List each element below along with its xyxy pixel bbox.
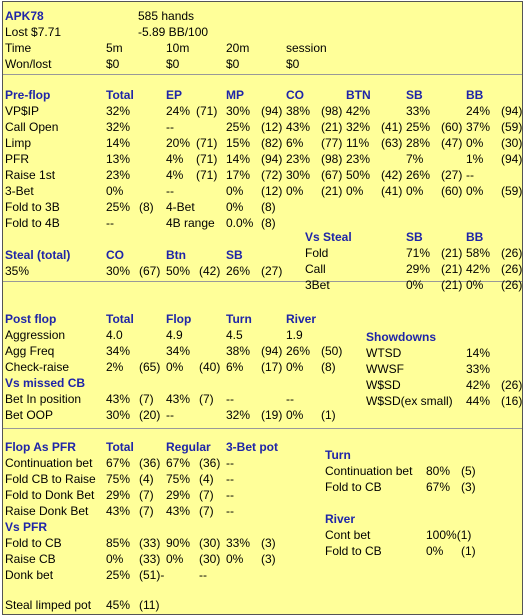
stat-value: 43% xyxy=(106,504,131,518)
stat-value: 6% xyxy=(286,136,304,150)
stat-value: 34% xyxy=(166,344,191,358)
column-header: CO xyxy=(106,248,124,262)
stat-value: (71) xyxy=(196,104,218,118)
stat-value: (41) xyxy=(381,120,403,134)
stat-value: 32% xyxy=(226,408,251,422)
stat-value: (77) xyxy=(321,136,343,150)
stat-value: 24% xyxy=(166,104,191,118)
stat-value: 29% xyxy=(166,488,191,502)
stat-value: -- xyxy=(226,504,234,518)
stat-value: (47) xyxy=(441,136,463,150)
stat-value: (30) xyxy=(501,136,523,150)
stat-label: Raise CB xyxy=(5,552,56,566)
stat-label: 3Bet xyxy=(305,278,330,292)
stat-value: (26) xyxy=(501,262,523,276)
stat-value: (21) xyxy=(321,120,343,134)
stat-value: (51)- xyxy=(139,568,165,582)
stat-value: 0% xyxy=(406,184,424,198)
stat-value: (36) xyxy=(199,456,221,470)
stat-value: (67) xyxy=(321,168,343,182)
stat-value: (98) xyxy=(321,104,343,118)
stat-label: Continuation bet xyxy=(5,456,93,470)
section-title: Vs missed CB xyxy=(5,376,86,390)
stat-value: (30) xyxy=(199,552,221,566)
stat-value: (17) xyxy=(261,360,283,374)
stat-value: (12) xyxy=(261,184,283,198)
stat-value: (71) xyxy=(196,136,218,150)
stat-label: Call Open xyxy=(5,120,59,134)
section-title: Flop As PFR xyxy=(5,440,76,454)
stat-value: (36) xyxy=(139,456,161,470)
stat-value: 4% xyxy=(166,168,184,182)
stat-label: Aggression xyxy=(5,328,66,342)
stat-value: 30% xyxy=(106,264,131,278)
stat-value: (12) xyxy=(261,120,283,134)
column-header: 3-Bet pot xyxy=(226,440,278,454)
stat-value: 4.5 xyxy=(226,328,243,342)
stat-value: -- xyxy=(226,472,234,486)
stat-value: 29% xyxy=(406,262,431,276)
stat-value: (50) xyxy=(321,344,343,358)
stat-label: Won/lost xyxy=(5,57,52,71)
stat-value: (94) xyxy=(261,152,283,166)
stat-value: 67% xyxy=(426,480,451,494)
stat-value: 37% xyxy=(466,120,491,134)
stat-value: 28% xyxy=(406,136,431,150)
stat-value: $0 xyxy=(226,57,240,71)
stat-value: 26% xyxy=(286,344,311,358)
column-header: SB xyxy=(406,230,423,244)
stat-value: (16) xyxy=(501,394,523,408)
separator xyxy=(3,428,522,429)
stat-value: 10m xyxy=(166,41,190,55)
player-stats-panel xyxy=(2,1,523,615)
stat-value: 4% xyxy=(166,152,184,166)
stat-value: 0% xyxy=(226,184,244,198)
stat-value: (8) xyxy=(139,200,154,214)
section-title: Vs PFR xyxy=(5,520,48,534)
stat-label: Bet In position xyxy=(5,392,82,406)
stat-value: 43% xyxy=(106,392,131,406)
stat-value: (3) xyxy=(261,536,276,550)
stat-value: (71) xyxy=(196,152,218,166)
stat-value: 0% xyxy=(166,360,184,374)
stat-value: (7) xyxy=(199,504,214,518)
stat-value: 33% xyxy=(406,104,431,118)
column-header: Total xyxy=(106,88,134,102)
stat-label: Fold to CB xyxy=(5,536,62,550)
stat-value: (21) xyxy=(441,278,463,292)
stat-value: session xyxy=(286,41,327,55)
stat-label: Fold to Donk Bet xyxy=(5,488,95,502)
stat-label: Agg Freq xyxy=(5,344,55,358)
stat-value: (21) xyxy=(321,184,343,198)
stat-value: 0% xyxy=(466,136,484,150)
stat-value: (7) xyxy=(199,392,214,406)
stat-value: 45% xyxy=(106,598,131,612)
stat-value: 0% xyxy=(286,184,304,198)
stat-value: 42% xyxy=(346,104,371,118)
stat-label: APK78 xyxy=(5,9,44,23)
stat-value: (21) xyxy=(441,246,463,260)
stat-value: 14% xyxy=(226,152,251,166)
column-header: Total xyxy=(106,312,134,326)
stat-value: 5m xyxy=(106,41,123,55)
stat-value: 32% xyxy=(106,104,131,118)
stat-value: 14% xyxy=(106,136,131,150)
section-title: Showdowns xyxy=(366,330,436,344)
separator xyxy=(3,74,522,75)
stat-value: 15% xyxy=(226,136,251,150)
stat-value: 1% xyxy=(466,152,484,166)
stat-label: WWSF xyxy=(366,362,404,376)
stat-value: (42) xyxy=(199,264,221,278)
stat-value: 6% xyxy=(226,360,244,374)
stat-value: 4B range xyxy=(166,216,215,230)
stat-label: Lost $7.71 xyxy=(5,25,62,39)
stat-label: Raise Donk Bet xyxy=(5,504,89,518)
stat-value: -- xyxy=(286,392,294,406)
stat-label: VP$IP xyxy=(5,104,40,118)
stat-value: -- xyxy=(106,216,114,230)
stat-value: 25% xyxy=(406,120,431,134)
stat-value: (3) xyxy=(261,552,276,566)
stat-value: (42) xyxy=(381,168,403,182)
stat-label: 3-Bet xyxy=(5,184,34,198)
column-header: BTN xyxy=(346,88,371,102)
section-title: Steal (total) xyxy=(5,248,71,262)
stat-value: (11) xyxy=(139,598,160,612)
stat-value: 38% xyxy=(226,344,251,358)
stat-label: PFR xyxy=(5,152,29,166)
stat-value: (20) xyxy=(139,408,161,422)
stat-value: (30) xyxy=(199,536,221,550)
stat-value: (41) xyxy=(381,184,403,198)
stat-value: (8) xyxy=(261,216,276,230)
stat-label: Steal limped pot xyxy=(5,598,92,612)
stat-value: 29% xyxy=(106,488,131,502)
stat-value: 30% xyxy=(106,408,131,422)
stat-label: W$SD xyxy=(366,378,401,392)
stat-value: 80% xyxy=(426,464,451,478)
stat-value: 25% xyxy=(106,568,131,582)
stat-value: 32% xyxy=(106,120,131,134)
stat-value: 42% xyxy=(466,378,491,392)
stat-value: 4.0 xyxy=(106,328,123,342)
stat-value: (71) xyxy=(196,168,218,182)
column-header: Turn xyxy=(226,312,252,326)
stat-value: (94) xyxy=(261,344,283,358)
stat-value: 32% xyxy=(346,120,371,134)
stat-value: (33) xyxy=(139,552,161,566)
stat-value: 67% xyxy=(106,456,131,470)
stat-value: -- xyxy=(199,568,207,582)
stat-value: 38% xyxy=(286,104,311,118)
stat-value: 20% xyxy=(166,136,191,150)
stat-value: 26% xyxy=(226,264,251,278)
stat-value: 43% xyxy=(286,120,311,134)
stat-label: Fold to 3B xyxy=(5,200,60,214)
stat-value: 44% xyxy=(466,394,491,408)
stat-value: -- xyxy=(166,184,174,198)
stat-value: $0 xyxy=(106,57,120,71)
stat-value: 0% xyxy=(286,408,304,422)
stat-value: 0% xyxy=(466,184,484,198)
stat-value: 90% xyxy=(166,536,191,550)
stat-value: (7) xyxy=(139,392,154,406)
stat-value: (4) xyxy=(199,472,214,486)
stat-value: 585 hands xyxy=(138,9,195,23)
stat-value: (21) xyxy=(441,262,463,276)
stat-value: 30% xyxy=(226,104,251,118)
stat-value: 33% xyxy=(226,536,251,550)
stat-value: 24% xyxy=(466,104,491,118)
stat-value: 33% xyxy=(466,362,491,376)
stat-label: Check-raise xyxy=(5,360,70,374)
stat-value: (59) xyxy=(501,184,523,198)
stat-value: (26) xyxy=(501,246,523,260)
stat-value: 35% xyxy=(5,264,30,278)
stat-label: Continuation bet xyxy=(325,464,413,478)
stat-value: 25% xyxy=(226,120,251,134)
stat-value: (67) xyxy=(139,264,161,278)
stat-value: (94) xyxy=(501,104,523,118)
stat-value: (1) xyxy=(461,544,476,558)
column-header: Regular xyxy=(166,440,211,454)
stat-value: 75% xyxy=(166,472,191,486)
stat-value: 7% xyxy=(406,152,424,166)
stat-value: 75% xyxy=(106,472,131,486)
stat-value: 4.9 xyxy=(166,328,183,342)
stat-value: 0% xyxy=(106,184,124,198)
stat-label: Fold to CB xyxy=(325,480,382,494)
stat-value: 58% xyxy=(466,246,491,260)
stat-value: (26) xyxy=(501,378,523,392)
stat-value: 26% xyxy=(406,168,431,182)
stat-value: (7) xyxy=(199,488,214,502)
stat-value: 4-Bet xyxy=(166,200,195,214)
stat-value: 14% xyxy=(466,346,491,360)
stat-label: Fold to CB xyxy=(325,544,382,558)
stat-value: -5.89 BB/100 xyxy=(138,25,209,39)
stat-value: 0.0% xyxy=(226,216,254,230)
stat-value: (3) xyxy=(461,480,476,494)
stat-value: (27) xyxy=(441,168,463,182)
stat-value: 2% xyxy=(106,360,124,374)
stat-label: Call xyxy=(305,262,326,276)
stat-value: 0% xyxy=(106,552,124,566)
stat-value: 0% xyxy=(406,278,424,292)
section-title: River xyxy=(325,512,356,526)
stat-label: Fold CB to Raise xyxy=(5,472,96,486)
stat-value: 17% xyxy=(226,168,251,182)
stat-value: (98) xyxy=(321,152,343,166)
stat-value: -- xyxy=(226,456,234,470)
stat-value: (7) xyxy=(139,488,154,502)
stat-value: 42% xyxy=(466,262,491,276)
stat-value: (60) xyxy=(441,184,463,198)
column-header: MP xyxy=(226,88,244,102)
stat-label: Fold xyxy=(305,246,329,260)
stat-label: W$SD(ex small) xyxy=(366,394,453,408)
column-header: SB xyxy=(226,248,243,262)
stat-value: 34% xyxy=(106,344,131,358)
stat-value: $0 xyxy=(286,57,300,71)
stat-value: (7) xyxy=(139,504,154,518)
stat-value: 0% xyxy=(346,184,364,198)
stat-value: 13% xyxy=(106,152,131,166)
stat-value: (26) xyxy=(501,278,523,292)
stat-value: (40) xyxy=(199,360,221,374)
stat-label: Raise 1st xyxy=(5,168,56,182)
stat-value: (63) xyxy=(381,136,403,150)
stat-value: (60) xyxy=(441,120,463,134)
column-header: CO xyxy=(286,88,304,102)
stat-value: -- xyxy=(166,408,174,422)
stat-value: 0% xyxy=(466,278,484,292)
stat-value: 85% xyxy=(106,536,131,550)
stat-value: $0 xyxy=(166,57,180,71)
stat-value: 20m xyxy=(226,41,250,55)
stat-value: -- xyxy=(166,120,174,134)
section-title: Pre-flop xyxy=(5,88,51,102)
stat-value: (27) xyxy=(261,264,283,278)
stat-value: 1.9 xyxy=(286,328,303,342)
stat-value: (33) xyxy=(139,536,161,550)
stat-label: Bet OOP xyxy=(5,408,54,422)
stat-value: 67% xyxy=(166,456,191,470)
stat-value: (8) xyxy=(321,360,336,374)
stat-value: 0% xyxy=(226,552,244,566)
stat-value: 0% xyxy=(286,360,304,374)
section-title: Post flop xyxy=(5,312,57,326)
stat-value: (19) xyxy=(261,408,283,422)
stat-label: Fold to 4B xyxy=(5,216,60,230)
stat-label: Limp xyxy=(5,136,32,150)
stat-value: -- xyxy=(226,392,234,406)
stat-value: (82) xyxy=(261,136,283,150)
stat-value: 50% xyxy=(346,168,371,182)
column-header: River xyxy=(286,312,317,326)
stat-value: 43% xyxy=(166,392,191,406)
stat-value: (65) xyxy=(139,360,161,374)
stat-value: -- xyxy=(466,168,474,182)
stat-label: Donk bet xyxy=(5,568,54,582)
section-title: Vs Steal xyxy=(305,230,352,244)
column-header: EP xyxy=(166,88,183,102)
column-header: BB xyxy=(466,230,484,244)
stat-value: (94) xyxy=(501,152,523,166)
stat-value: 71% xyxy=(406,246,431,260)
stat-value: (4) xyxy=(139,472,154,486)
column-header: Btn xyxy=(166,248,186,262)
stat-value: 23% xyxy=(106,168,131,182)
column-header: BB xyxy=(466,88,484,102)
stat-value: 50% xyxy=(166,264,191,278)
stat-value: (94) xyxy=(261,104,283,118)
stat-value: 0% xyxy=(226,200,244,214)
stat-value: (5) xyxy=(461,464,476,478)
stat-value: 0% xyxy=(426,544,444,558)
stat-value: (8) xyxy=(261,200,276,214)
column-header: Total xyxy=(106,440,134,454)
stat-value: (72) xyxy=(261,168,283,182)
stat-label: Time xyxy=(5,41,32,55)
stat-value: 0% xyxy=(166,552,184,566)
stat-value: 23% xyxy=(286,152,311,166)
stat-value: 11% xyxy=(346,136,370,150)
stat-value: 25% xyxy=(106,200,131,214)
stat-value: 100%(1) xyxy=(426,528,472,542)
stat-value: (1) xyxy=(321,408,336,422)
stat-label: WTSD xyxy=(366,346,402,360)
column-header: Flop xyxy=(166,312,192,326)
section-title: Turn xyxy=(325,448,351,462)
stat-value: -- xyxy=(226,488,234,502)
stat-value: (59) xyxy=(501,120,523,134)
stat-label: Cont bet xyxy=(325,528,371,542)
stat-value: 43% xyxy=(166,504,191,518)
column-header: SB xyxy=(406,88,423,102)
stat-value: 30% xyxy=(286,168,311,182)
stat-value: 23% xyxy=(346,152,371,166)
